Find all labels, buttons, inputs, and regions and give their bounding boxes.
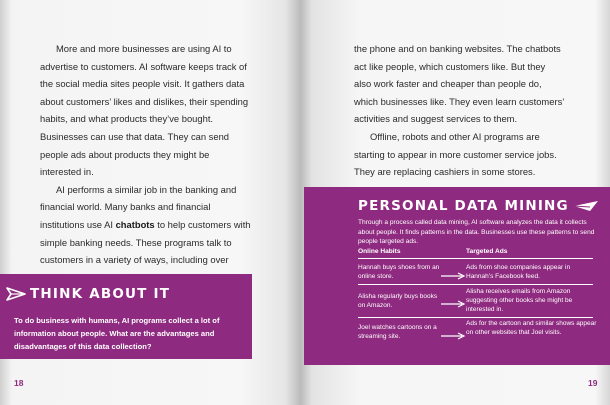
arrow-right-icon (440, 332, 466, 340)
habit-cell-3: Joel watches cartoons on a streaming site. (358, 324, 437, 340)
ad-cell-1: Ads from shoe companies appear in Hannah’s Facebook feed. (466, 264, 571, 280)
ad-cell-3: Ads for the cartoon and similar shows appear on other websites that Joel visits. (466, 320, 597, 336)
habit-cell-2: Alisha regularly buys books on Amazon. (358, 293, 438, 309)
data-mining-intro: Through a process called data mining, AI software analyzes the data it collects about people. It finds patterns in the data. Businesses use these patterns to send people targeted ads. (358, 219, 595, 245)
column-header-targeted-ads: Targeted Ads (466, 248, 508, 255)
left-body-text (40, 40, 252, 269)
personal-data-mining-box (304, 187, 610, 365)
think-about-it-title: THINK ABOUT IT (30, 286, 171, 302)
paper-plane-icon (6, 287, 26, 301)
left-paragraph-2: AI performs a similar job in the banking and financial world. Many banks and financial institutions use AI chatbots to help customers with simple banking needs. These programs talk to customers in a variety of ways, including over (40, 183, 251, 266)
right-paragraph-2: Offline, robots and other AI programs are starting to appear in more customer service jobs. They are replacing cashiers in some stores. (354, 130, 557, 178)
table-header-rule (358, 258, 593, 259)
left-paragraph-1: More and more businesses are using AI to advertise to customers. AI software keeps track of the social media sites people visit. It gathers data about customers’ likes and dislikes, their spending habits, and what products they’ve bought. Businesses can use that data. They can send people ads about products they might be interested in. (40, 43, 249, 178)
data-mining-header (358, 198, 599, 214)
habit-cell-1: Hannah buys shoes from an online store. (358, 264, 440, 280)
paper-plane-icon (573, 200, 599, 212)
data-mining-title: PERSONAL DATA MINING (358, 198, 569, 214)
page-number-left: 18 (14, 378, 24, 388)
column-header-online-habits: Online Habits (358, 248, 401, 255)
table-row-rule (358, 284, 593, 285)
keyword-chatbots: chatbots (115, 218, 155, 230)
right-paragraph-1: the phone and on banking websites. The chatbots act like people, which customers like. But they also work faster and cheaper than people do, which businesses like. They even learn customers’ activities and suggest services to them. (354, 43, 564, 125)
think-about-it-header (6, 286, 170, 302)
arrow-right-icon (440, 300, 466, 308)
table-row-rule (358, 317, 593, 318)
think-about-it-text: To do business with humans, AI programs collect a lot of information about people. What are the advantages and disadvantages of this data collection? (14, 316, 220, 352)
page-number-right: 19 (588, 378, 598, 388)
think-about-it-box (0, 274, 252, 359)
arrow-right-icon (440, 272, 466, 280)
right-body-text (354, 40, 564, 181)
ad-cell-2: Alisha receives emails from Amazon suggesting other books she might be interested in. (466, 288, 573, 313)
